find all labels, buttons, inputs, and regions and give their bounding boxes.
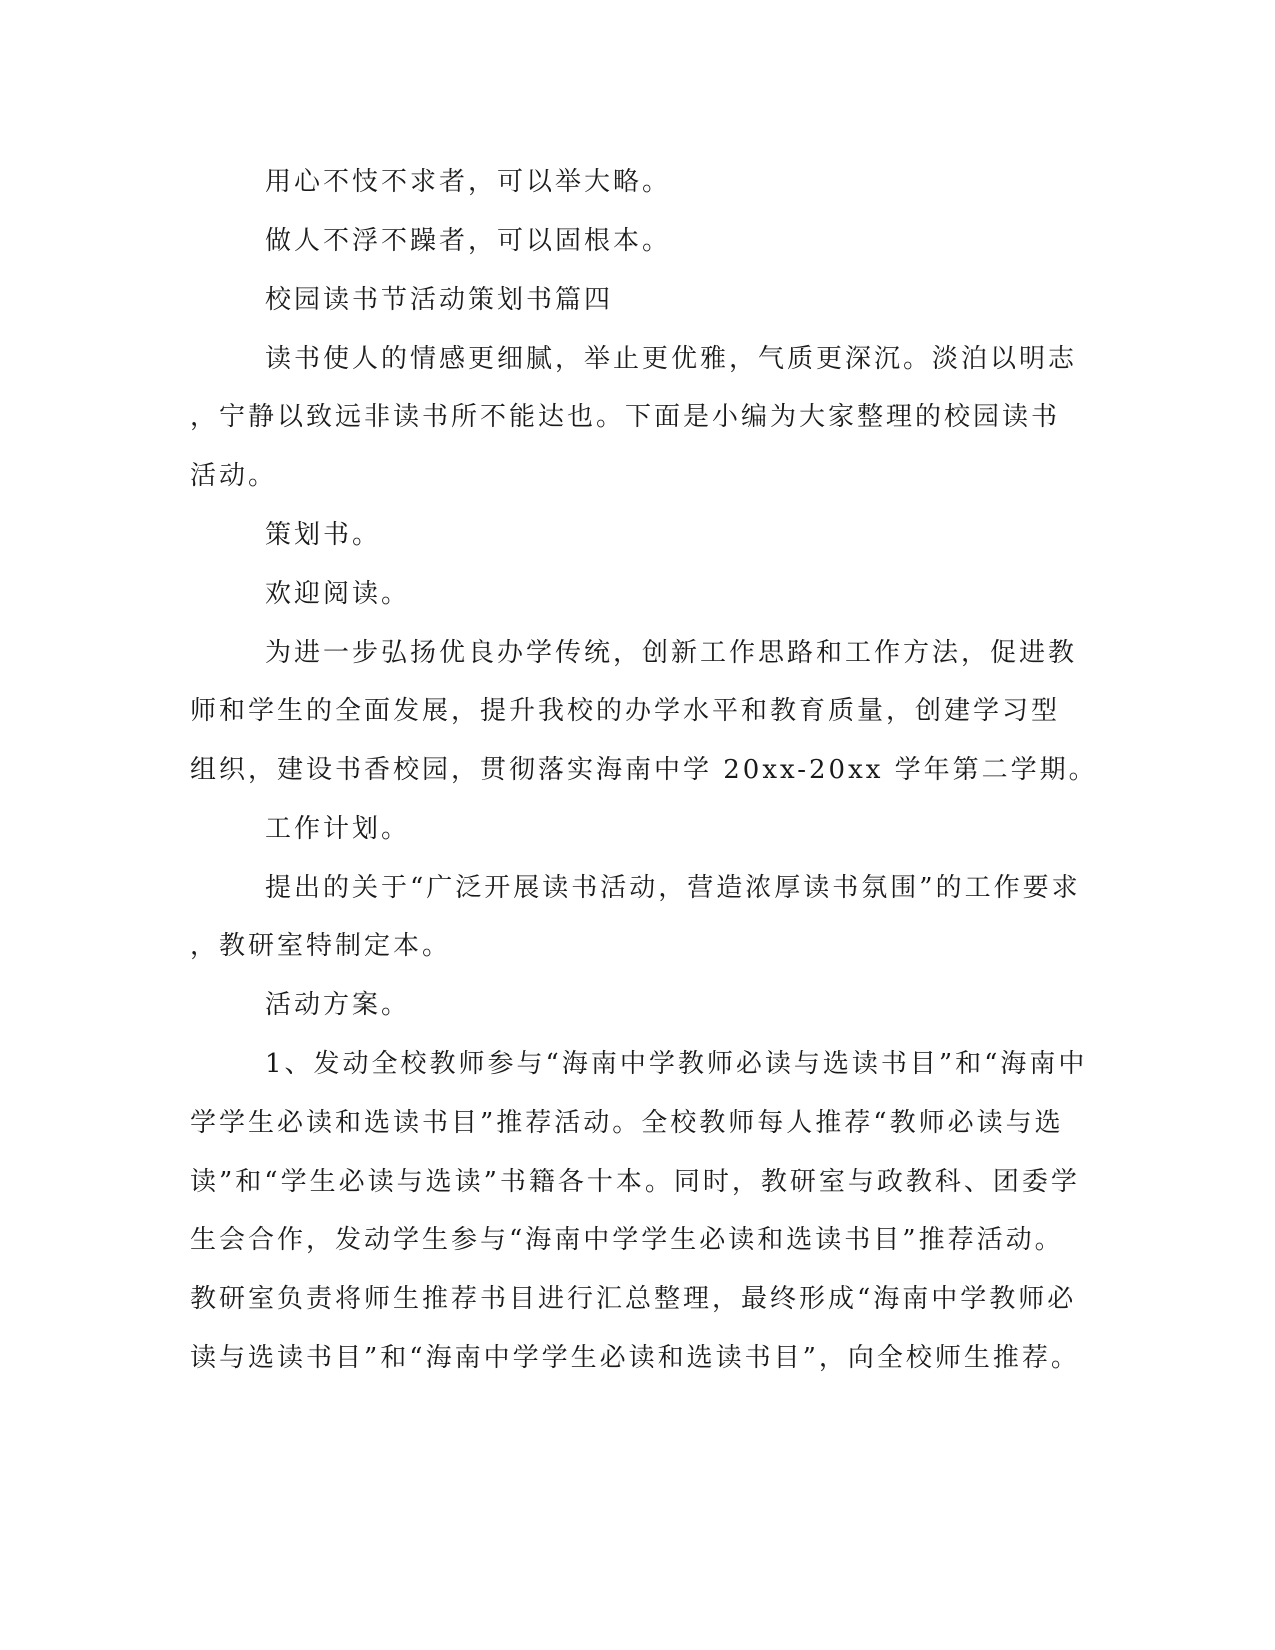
- text-line: 活动方案。: [265, 990, 411, 1020]
- text-line: 读与选读书目”和“海南中学学生必读和选读书目”，向全校师生推荐。: [190, 1343, 1080, 1373]
- text-line: 提出的关于“广泛开展读书活动，营造浓厚读书氛围”的工作要求: [265, 873, 1081, 903]
- text-line: 读书使人的情感更细腻，举止更优雅，气质更深沉。淡泊以明志: [265, 344, 1078, 374]
- text-line: 为进一步弘扬优良办学传统，创新工作思路和工作方法，促进教: [265, 638, 1078, 668]
- text-line: 活动。: [190, 461, 278, 491]
- text-line: 欢迎阅读。: [265, 579, 411, 609]
- text-line: ，教研室特制定本。: [190, 931, 452, 961]
- text-line: 策划书。: [265, 520, 382, 550]
- text-line: 教研室负责将师生推荐书目进行汇总整理，最终形成“海南中学教师必: [190, 1284, 1077, 1314]
- text-line: 组织，建设书香校园，贯彻落实海南中学 20xx-20xx 学年第二学期。: [190, 755, 1098, 785]
- text-line: 学学生必读和选读书目”推荐活动。全校教师每人推荐“教师必读与选: [190, 1108, 1064, 1138]
- text-line: 生会合作，发动学生参与“海南中学学生必读和选读书目”推荐活动。: [190, 1225, 1064, 1255]
- text-line: 1、发动全校教师参与“海南中学教师必读与选读书目”和“海南中: [265, 1049, 1088, 1079]
- text-line: 用心不忮不求者，可以举大略。: [265, 167, 672, 197]
- text-line: 做人不浮不躁者，可以固根本。: [265, 226, 672, 256]
- text-line: 师和学生的全面发展，提升我校的办学水平和教育质量，创建学习型: [190, 696, 1061, 726]
- text-line: ，宁静以致远非读书所不能达也。下面是小编为大家整理的校园读书: [190, 402, 1061, 432]
- section-heading: 校园读书节活动策划书篇四: [265, 285, 614, 315]
- text-line: 工作计划。: [265, 814, 411, 844]
- text-line: 读”和“学生必读与选读”书籍各十本。同时，教研室与政教科、团委学: [190, 1167, 1080, 1197]
